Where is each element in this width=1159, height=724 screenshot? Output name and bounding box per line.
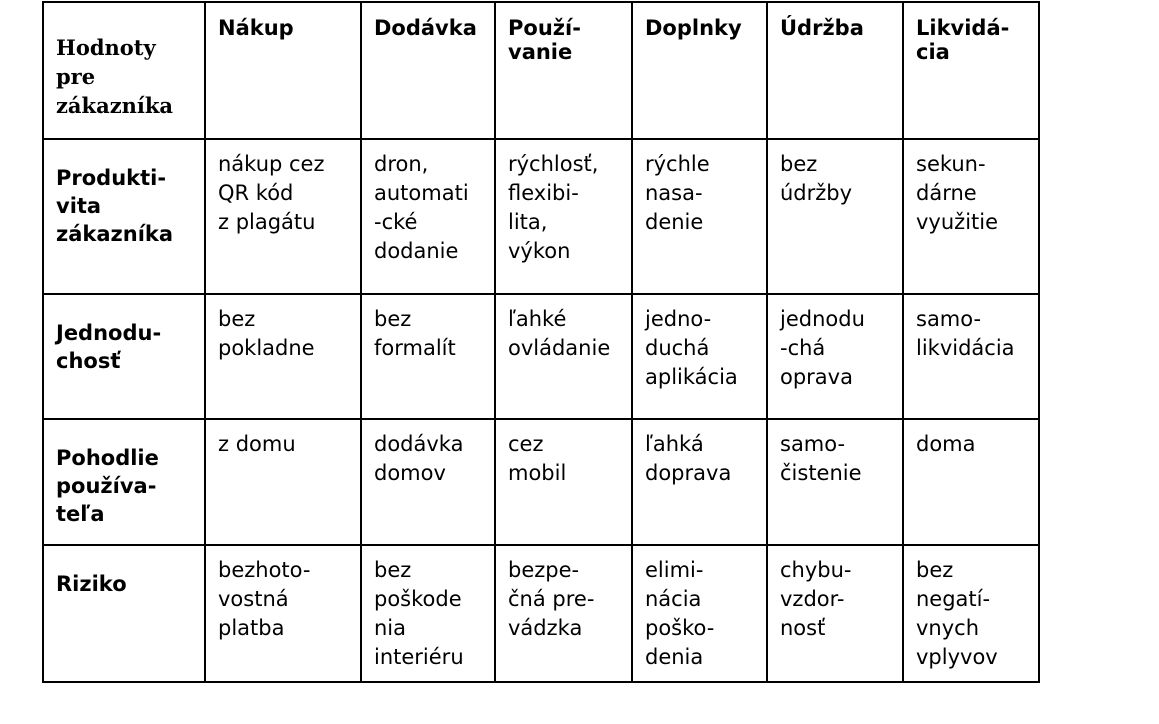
table-row-riziko — [43, 545, 1039, 682]
row-header-riziko: Riziko — [43, 545, 205, 682]
column-header-pouzivanie: Použí- vanie — [495, 2, 632, 139]
table-cell: bezhoto- vostná platba — [205, 545, 361, 682]
table-cell: dron, automati -cké dodanie — [361, 139, 495, 294]
column-header-doplnky: Doplnky — [632, 2, 767, 139]
table-cell: bez poškode nia interiéru — [361, 545, 495, 682]
table-cell: ľahké ovládanie — [495, 294, 632, 419]
table-row-produktivita — [43, 139, 1039, 294]
row-header-pohodlie: Pohodlie používa- teľa — [43, 419, 205, 545]
table-cell: samo- likvidácia — [903, 294, 1039, 419]
column-header-nakup: Nákup — [205, 2, 361, 139]
table-cell: sekun- dárne využitie — [903, 139, 1039, 294]
table-cell: rýchle nasa- denie — [632, 139, 767, 294]
table-cell: bez negatí- vnych vplyvov — [903, 545, 1039, 682]
table-cell: z domu — [205, 419, 361, 545]
customer-value-matrix — [42, 1, 1040, 683]
table-cell: dodávka domov — [361, 419, 495, 545]
table-cell: cez mobil — [495, 419, 632, 545]
corner-header: Hodnoty pre zákazníka — [43, 2, 205, 139]
table-cell: jednodu -chá oprava — [767, 294, 903, 419]
table-row-jednoduchost — [43, 294, 1039, 419]
column-header-udrzba: Údržba — [767, 2, 903, 139]
column-header-likvidacia: Likvidá- cia — [903, 2, 1039, 139]
table-cell: rýchlosť, flexibi- lita, výkon — [495, 139, 632, 294]
table-cell: bez formalít — [361, 294, 495, 419]
table-row-pohodlie — [43, 419, 1039, 545]
table-cell: chybu- vzdor- nosť — [767, 545, 903, 682]
table-cell: bez pokladne — [205, 294, 361, 419]
table-cell: doma — [903, 419, 1039, 545]
table-cell: bezpe- čná pre- vádzka — [495, 545, 632, 682]
table-cell: nákup cez QR kód z plagátu — [205, 139, 361, 294]
row-header-produktivita: Produkti- vita zákazníka — [43, 139, 205, 294]
table-cell: jedno- duchá aplikácia — [632, 294, 767, 419]
table-cell: bez údržby — [767, 139, 903, 294]
header-row — [43, 2, 1039, 139]
table-cell: samo- čistenie — [767, 419, 903, 545]
table-cell: ľahká doprava — [632, 419, 767, 545]
column-header-dodavka: Dodávka — [361, 2, 495, 139]
row-header-jednoduchost: Jednodu- chosť — [43, 294, 205, 419]
table-cell: elimi- nácia poško- denia — [632, 545, 767, 682]
